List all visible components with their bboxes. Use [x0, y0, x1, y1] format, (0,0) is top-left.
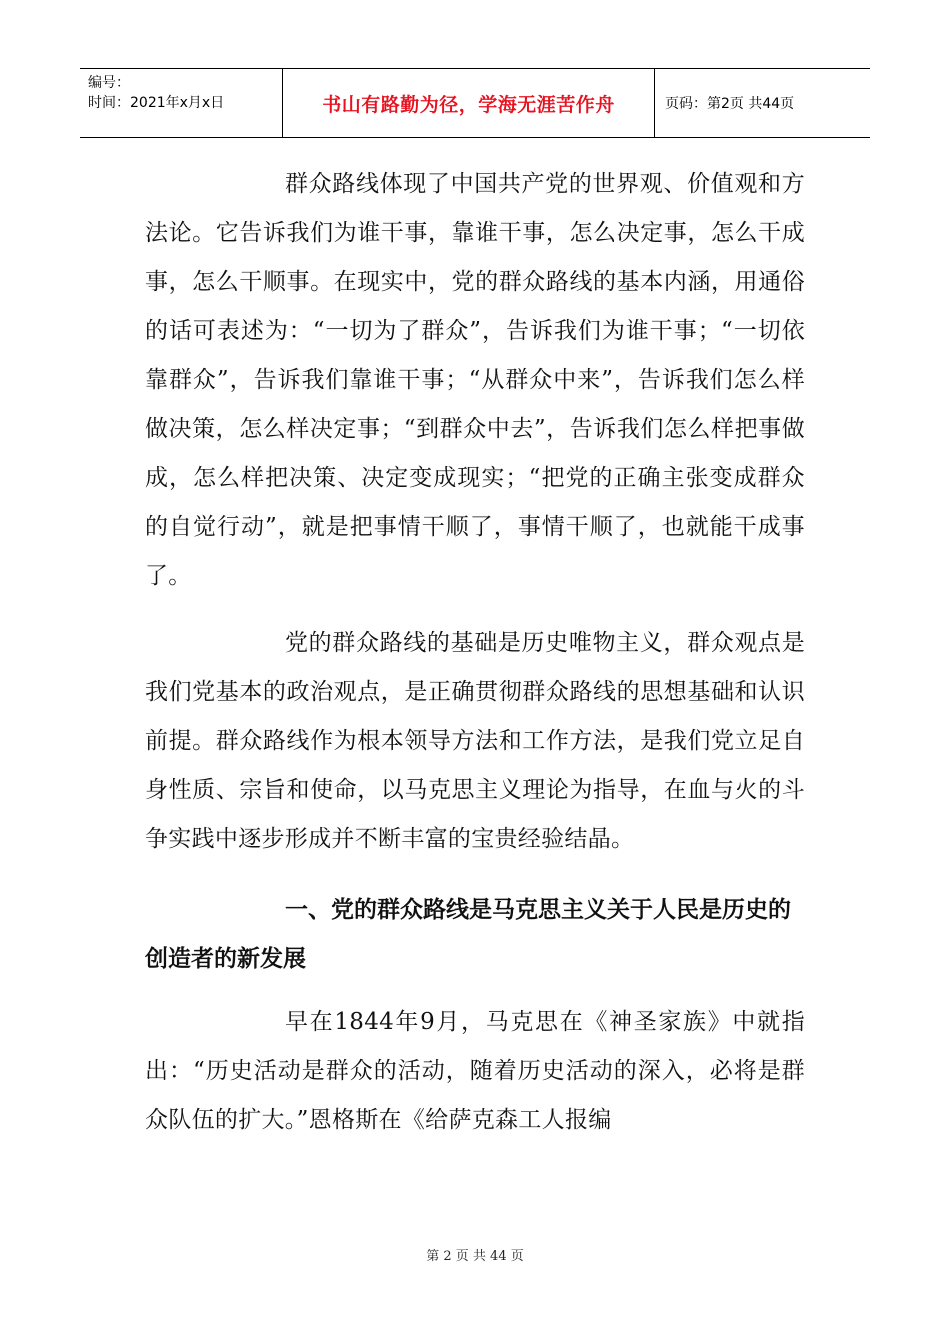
- paragraph: 党的群众路线的基础是历史唯物主义，群众观点是我们党基本的政治观点，是正确贯彻群众路线的思想基础和认识前提。群众路线作为根本领导方法和工作方法，是我们党立足自身性质、宗旨和使命，以马克思主义理论为指导，在血与火的斗争实践中逐步形成并不断丰富的宝贵经验结晶。: [145, 630, 805, 852]
- header-motto: 书山有路勤为径，学海无涯苦作舟: [283, 69, 655, 137]
- paragraph: 早在1844年9月，马克思在《神圣家族》中就指出：“历史活动是群众的活动，随着历史活动的深入，必将是群众队伍的扩大。”恩格斯在《给萨克森工人报编: [145, 1009, 805, 1133]
- header-page-info: 页码：第2页 共44页: [665, 96, 795, 112]
- document-time: 时间：2021年x月x日: [88, 95, 225, 111]
- document-body: [145, 160, 805, 1145]
- header-meta: [80, 69, 283, 137]
- section-heading: 一、党的群众路线是马克思主义关于人民是历史的创造者的新发展: [145, 897, 791, 972]
- page-footer: 第 2 页 共 44 页: [426, 1249, 524, 1264]
- page-header: [80, 68, 870, 138]
- paragraph: 群众路线体现了中国共产党的世界观、价值观和方法论。它告诉我们为谁干事，靠谁干事，怎么决定事，怎么干成事，怎么干顺事。在现实中，党的群众路线的基本内涵，用通俗的话可表述为：“一切为了群众”，告诉我们为谁干事；“一切依靠群众”，告诉我们靠谁干事；“从群众中来”，告诉我们怎么样做决策，怎么样决定事；“到群众中去”，告诉我们怎么样把事做成，怎么样把决策、决定变成现实；“把党的正确主张变成群众的自觉行动”，就是把事情干顺了，事情干顺了，也就能干成事了。: [145, 171, 805, 589]
- document-number: 编号：: [88, 75, 130, 91]
